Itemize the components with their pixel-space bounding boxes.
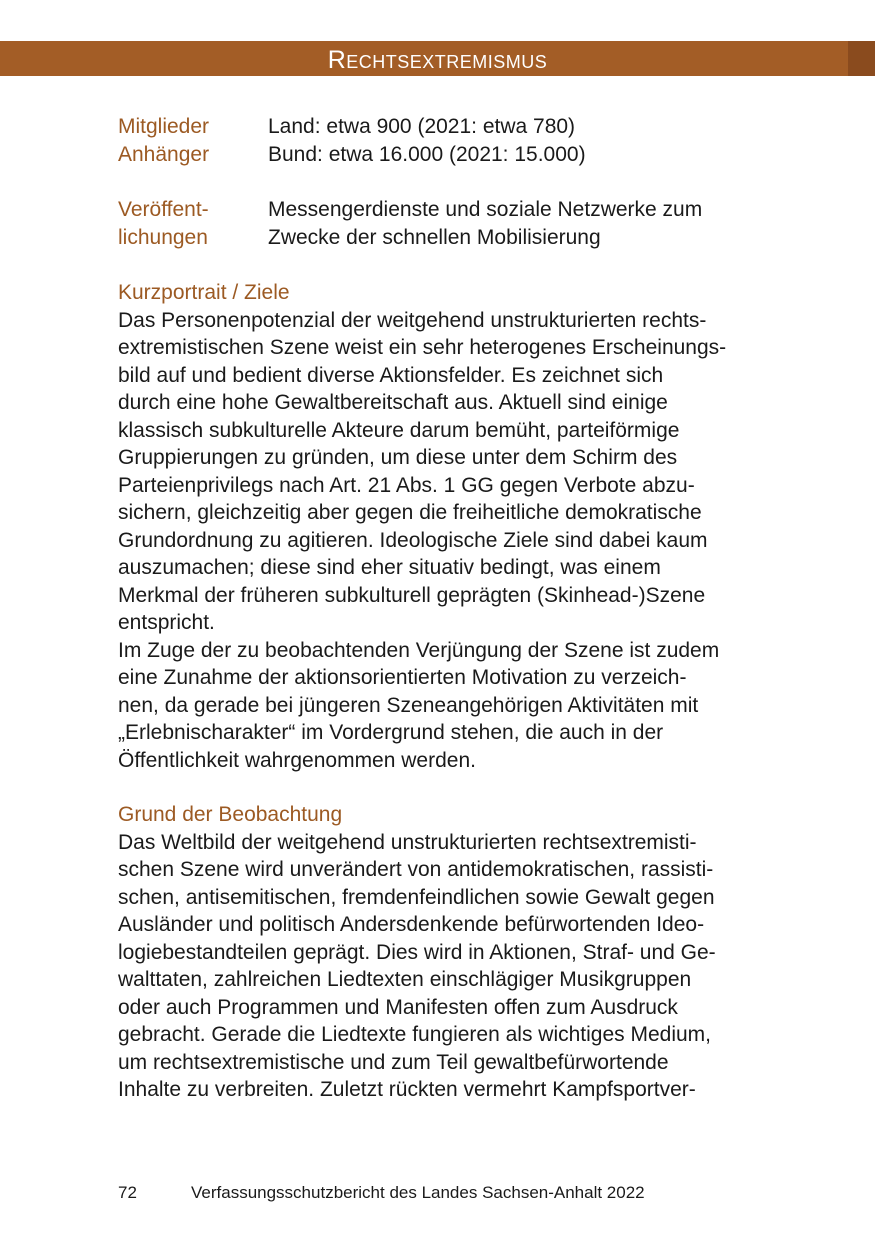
page-number: 72	[118, 1183, 137, 1202]
body-line: auszumachen; diese sind eher situativ bedingt, was einem	[118, 556, 661, 579]
body-line: bild auf und bedient diverse Aktionsfelder. Es zeichnet sich	[118, 363, 664, 387]
members-row	[118, 113, 768, 141]
section-heading-reason-observation: Grund der Beobachtung	[118, 803, 343, 826]
body-line: Das Weltbild der weitgehend unstrukturierten rechtsextremisti-	[118, 830, 697, 854]
publications-info	[118, 196, 768, 251]
publications-label-line: Veröffent-	[118, 198, 209, 221]
body-line: extremistischen Szene weist ein sehr heterogenes Erscheinungs-	[118, 336, 727, 359]
section-reason-observation	[118, 801, 768, 1104]
body-line: sichern, gleichzeitig aber gegen die freiheitliche demokratische	[118, 501, 702, 524]
body-line: Das Personenpotenzial der weitgehend unstrukturierten rechts-	[118, 308, 707, 332]
body-line: walttaten, zahlreichen Liedtexten einschlägiger Musikgruppen	[118, 968, 692, 991]
body-line: Gruppierungen zu gründen, um diese unter dem Schirm des	[118, 446, 678, 469]
body-line: schen Szene wird unverändert von antidemokratischen, rassisti-	[118, 858, 714, 881]
publications-value-line: Messengerdienste und soziale Netzwerke zum	[268, 198, 703, 221]
body-line: Parteienprivilegs nach Art. 21 Abs. 1 GG gegen Verbote abzu-	[118, 473, 695, 497]
section-short-portrait	[118, 279, 768, 774]
page-footer	[118, 1181, 645, 1205]
chapter-header-bar	[0, 41, 875, 76]
body-line: gebracht. Gerade die Liedtexte fungieren als wichtiges Medium,	[118, 1023, 712, 1046]
body-line: um rechtsextremistische und zum Teil gewaltbefürwortende	[118, 1050, 669, 1074]
chapter-title: Rechtsextremismus	[327, 46, 548, 74]
body-line: logiebestandteilen geprägt. Dies wird in Aktionen, Straf- und Ge-	[118, 940, 716, 964]
body-line: schen, antisemitischen, fremdenfeindlichen sowie Gewalt gegen	[118, 885, 715, 909]
body-line: oder auch Programmen und Manifesten offen zum Ausdruck	[118, 995, 678, 1019]
body-line: Ausländer und politisch Andersdenkende befürwortenden Ideo-	[118, 913, 705, 936]
section-heading-short-portrait: Kurzportrait / Ziele	[118, 281, 290, 304]
followers-label: Anhänger	[118, 142, 210, 166]
body-line: entspricht.	[118, 611, 215, 634]
body-line: Grundordnung zu agitieren. Ideologische Ziele sind dabei kaum	[118, 528, 708, 552]
members-value: Land: etwa 900 (2021: etwa 780)	[268, 115, 576, 138]
body-line: nen, da gerade bei jüngeren Szeneangehörigen Aktivitäten mit	[118, 693, 699, 717]
body-line: Im Zuge der zu beobachtenden Verjüngung der Szene ist zudem	[118, 638, 720, 662]
publication-title: Verfassungsschutzbericht des Landes Sachsen-Anhalt 2022	[191, 1183, 645, 1202]
body-line: Inhalte zu verbreiten. Zuletzt rückten vermehrt Kampfsportver-	[118, 1078, 696, 1101]
membership-info	[118, 113, 768, 168]
body-line: „Erlebnischarakter“ im Vordergrund stehen, die auch in der	[118, 721, 664, 744]
body-line: Merkmal der früheren subkulturell geprägten (Skinhead-)Szene	[118, 583, 706, 607]
followers-value: Bund: etwa 16.000 (2021: 15.000)	[268, 142, 586, 166]
publications-row-2	[118, 224, 768, 252]
body-line: durch eine hohe Gewaltbereitschaft aus. Aktuell sind einige	[118, 391, 668, 414]
publications-row-1	[118, 196, 768, 224]
followers-row	[118, 141, 768, 169]
body-line: Öffentlichkeit wahrgenommen werden.	[118, 748, 476, 772]
body-line: eine Zunahme der aktionsorientierten Motivation zu verzeich-	[118, 666, 687, 689]
page-content	[118, 113, 768, 1131]
publications-label-line: lichungen	[118, 225, 208, 249]
publications-value-line: Zwecke der schnellen Mobilisierung	[268, 225, 601, 249]
members-label: Mitglieder	[118, 115, 210, 138]
body-line: klassisch subkulturelle Akteure darum bemüht, parteiförmige	[118, 418, 680, 442]
